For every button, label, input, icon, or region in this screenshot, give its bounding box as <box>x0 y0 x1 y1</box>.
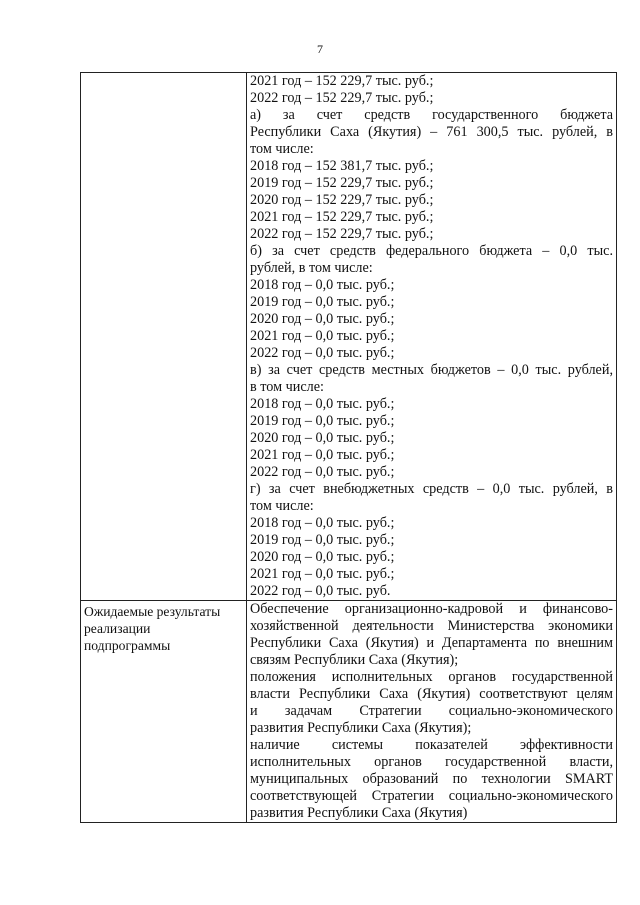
text-line: положения исполнительных органов государственной <box>250 669 613 685</box>
page-number: 7 <box>317 42 323 56</box>
text-line: исполнительных органов государственной власти, <box>250 754 613 770</box>
text-line: 2021 год – 152 229,7 тыс. руб.; <box>250 73 434 89</box>
text-line: 2019 год – 0,0 тыс. руб.; <box>250 413 395 429</box>
text-line: в) за счет средств местных бюджетов – 0,0 тыс. рублей, <box>250 362 613 378</box>
financing-label-cell <box>81 73 247 601</box>
financing-value-cell <box>247 73 617 601</box>
label-line: реализации <box>84 621 151 636</box>
text-line: 2019 год – 0,0 тыс. руб.; <box>250 294 395 310</box>
text-line: 2018 год – 0,0 тыс. руб.; <box>250 396 395 412</box>
text-line: рублей, в том числе: <box>250 260 373 276</box>
text-line: 2020 год – 152 229,7 тыс. руб.; <box>250 192 434 208</box>
text-line: развития Республики Саха (Якутия) <box>250 805 468 821</box>
text-line: 2018 год – 0,0 тыс. руб.; <box>250 515 395 531</box>
expected-results-row <box>81 601 617 823</box>
text-line: в том числе: <box>250 379 324 395</box>
text-line: власти Республики Саха (Якутия) соответствуют целям <box>250 686 613 702</box>
text-line: 2020 год – 0,0 тыс. руб.; <box>250 430 395 446</box>
text-line: соответствующей Стратегии социально-экономического <box>250 788 613 804</box>
text-line: 2020 год – 0,0 тыс. руб.; <box>250 549 395 565</box>
subprogram-passport-table <box>80 72 617 823</box>
expected-results-value-cell <box>247 601 617 823</box>
text-line: муниципальных образований по технологии SMART <box>250 771 613 787</box>
text-line: связям Республики Саха (Якутия); <box>250 652 459 668</box>
text-line: г) за счет внебюджетных средств – 0,0 тыс. рублей, в <box>250 481 613 497</box>
text-line: хозяйственной деятельности Министерства экономики <box>250 618 613 634</box>
text-line: 2021 год – 0,0 тыс. руб.; <box>250 447 395 463</box>
text-line: том числе: <box>250 498 314 514</box>
financing-row <box>81 73 617 601</box>
text-line: 2022 год – 0,0 тыс. руб. <box>250 583 391 599</box>
text-line: 2018 год – 152 381,7 тыс. руб.; <box>250 158 434 174</box>
text-line: 2021 год – 0,0 тыс. руб.; <box>250 566 395 582</box>
text-line: Республики Саха (Якутия) и Департамента по внешним <box>250 635 613 651</box>
label-line: подпрограммы <box>84 638 171 653</box>
text-line: 2021 год – 152 229,7 тыс. руб.; <box>250 209 434 225</box>
text-line: 2022 год – 0,0 тыс. руб.; <box>250 345 395 361</box>
text-line: 2022 год – 0,0 тыс. руб.; <box>250 464 395 480</box>
text-line: Республики Саха (Якутия) – 761 300,5 тыс. рублей, в <box>250 124 613 140</box>
text-line: том числе: <box>250 141 314 157</box>
text-line: 2019 год – 152 229,7 тыс. руб.; <box>250 175 434 191</box>
text-line: 2022 год – 152 229,7 тыс. руб.; <box>250 90 434 106</box>
text-line: 2022 год – 152 229,7 тыс. руб.; <box>250 226 434 242</box>
text-line: 2021 год – 0,0 тыс. руб.; <box>250 328 395 344</box>
label-line: Ожидаемые результаты <box>84 604 221 619</box>
expected-results-label-cell <box>81 601 247 823</box>
text-line: наличие системы показателей эффективности <box>250 737 613 753</box>
text-line: б) за счет средств федерального бюджета – 0,0 тыс. <box>250 243 613 259</box>
text-line: 2020 год – 0,0 тыс. руб.; <box>250 311 395 327</box>
text-line: развития Республики Саха (Якутия); <box>250 720 472 736</box>
text-line: Обеспечение организационно-кадровой и финансово- <box>250 601 613 617</box>
text-line: а) за счет средств государственного бюджета <box>250 107 613 123</box>
text-line: 2018 год – 0,0 тыс. руб.; <box>250 277 395 293</box>
text-line: и задачам Стратегии социально-экономического <box>250 703 613 719</box>
text-line: 2019 год – 0,0 тыс. руб.; <box>250 532 395 548</box>
